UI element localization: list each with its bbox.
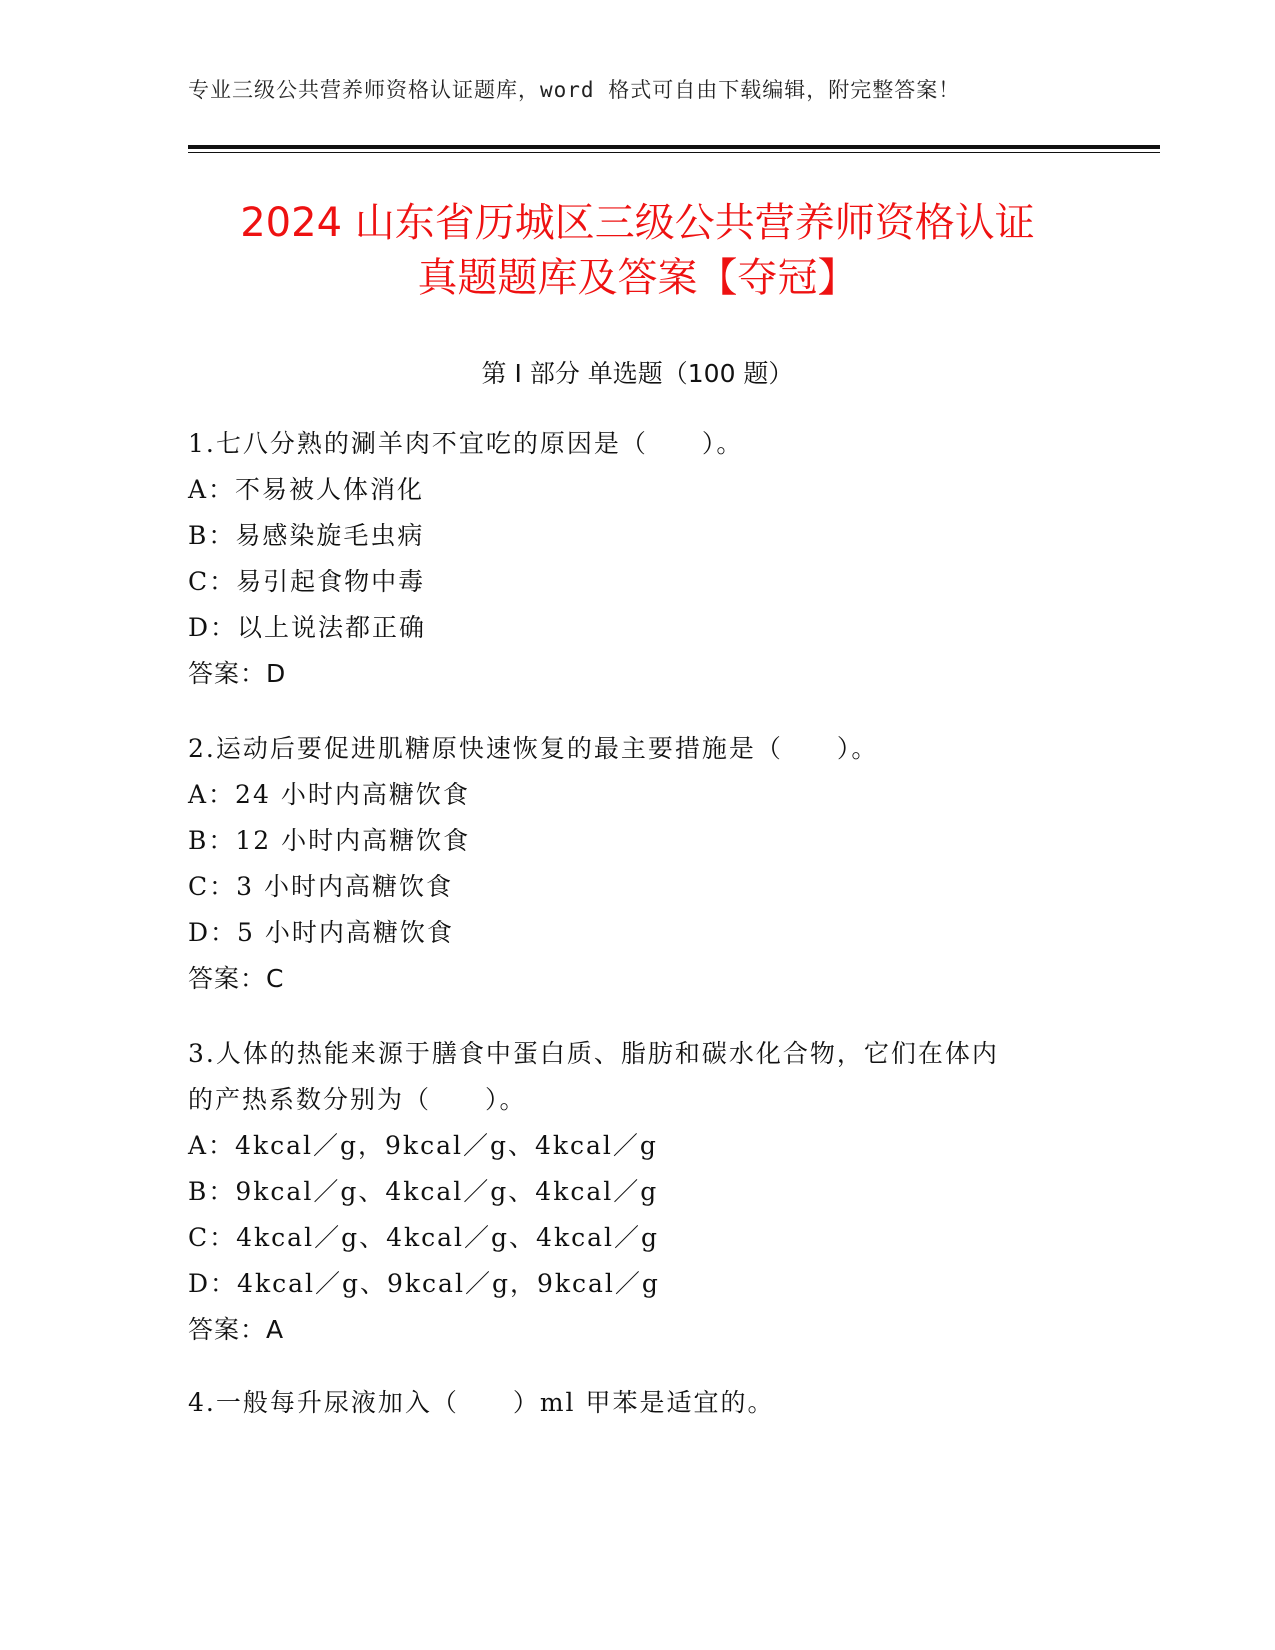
answer: 答案：D: [188, 659, 287, 688]
option-a: A：不易被人体消化: [188, 475, 425, 504]
header-divider: [188, 145, 1160, 149]
section-heading: 第 I 部分 单选题（100 题）: [481, 359, 794, 388]
question-stem-line-2: 的产热系数分别为（ ）。: [188, 1085, 527, 1114]
option-d: D：5 小时内高糖饮食: [188, 918, 454, 947]
answer: 答案：A: [188, 1315, 285, 1344]
question-stem: 4.一般每升尿液加入（ ）ml 甲苯是适宜的。: [188, 1388, 775, 1417]
question-4: [188, 1380, 1088, 1426]
question-2: [188, 726, 1088, 1002]
option-c: C：4kcal／g、4kcal／g、4kcal／g: [188, 1223, 660, 1252]
question-3: [188, 1031, 1088, 1353]
option-c: C：易引起食物中毒: [188, 567, 426, 596]
option-c: C：3 小时内高糖饮食: [188, 872, 453, 901]
question-stem-line-1: 3.人体的热能来源于膳食中蛋白质、脂肪和碳水化合物，它们在体内: [188, 1039, 999, 1068]
option-a: A：4kcal／g，9kcal／g、4kcal／g: [188, 1131, 658, 1160]
header-divider-thin: [188, 152, 1160, 153]
question-1: [188, 421, 1088, 697]
header-note: 专业三级公共营养师资格认证题库，word 格式可自由下载编辑，附完整答案！: [188, 78, 961, 102]
answer: 答案：C: [188, 964, 285, 993]
option-d: D：4kcal／g、9kcal／g，9kcal／g: [188, 1269, 660, 1298]
option-b: B：9kcal／g、4kcal／g、4kcal／g: [188, 1177, 659, 1206]
option-a: A：24 小时内高糖饮食: [188, 780, 470, 809]
question-stem: 1.七八分熟的涮羊肉不宜吃的原因是（ ）。: [188, 429, 744, 458]
option-b: B：12 小时内高糖饮食: [188, 826, 471, 855]
title-line-2: 真题题库及答案【夺冠】: [417, 255, 858, 301]
title-line-1: 2024 山东省历城区三级公共营养师资格认证: [240, 200, 1035, 246]
question-stem: 2.运动后要促进肌糖原快速恢复的最主要措施是（ ）。: [188, 734, 879, 763]
document-title: [150, 196, 1125, 306]
option-b: B：易感染旋毛虫病: [188, 521, 425, 550]
option-d: D：以上说法都正确: [188, 613, 427, 642]
